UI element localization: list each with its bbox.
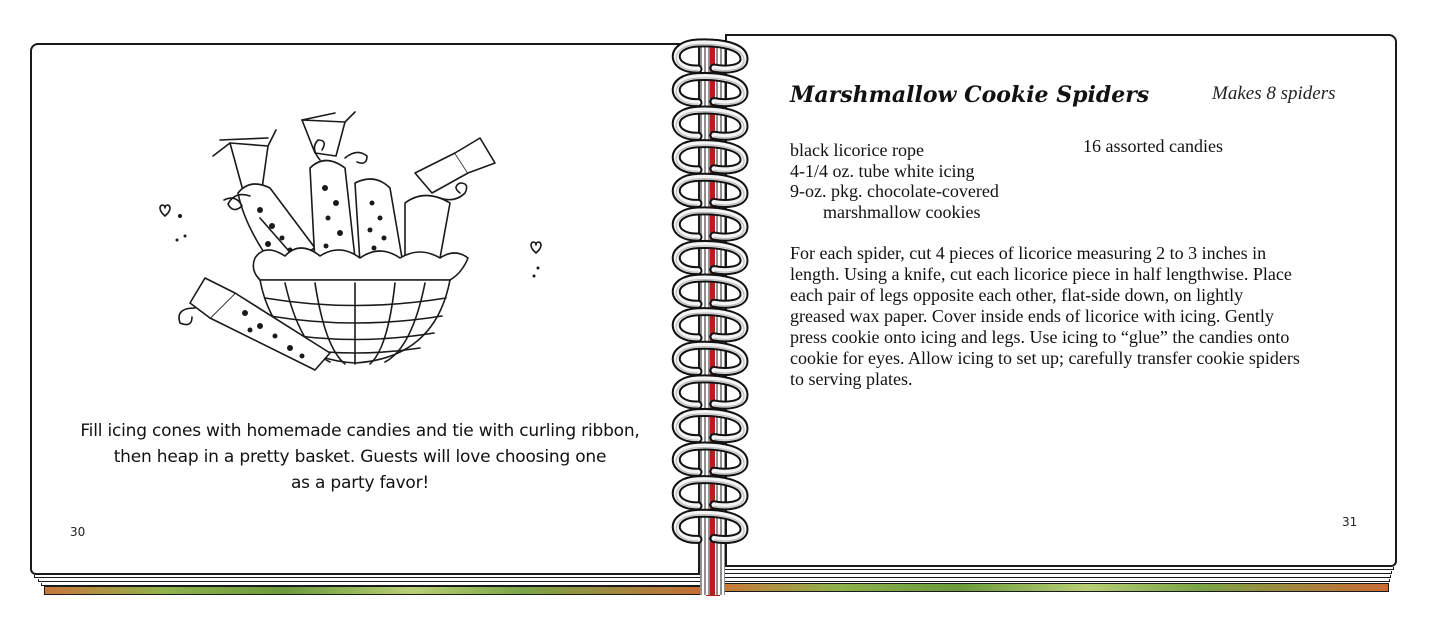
instruction-line: to serving plates. bbox=[790, 369, 913, 389]
book-cover-edge-right bbox=[716, 583, 1389, 592]
spiral-coil bbox=[676, 412, 744, 440]
spiral-coil bbox=[676, 345, 744, 373]
spiral-coil bbox=[676, 446, 744, 474]
page-edge-left-2 bbox=[38, 579, 708, 582]
ingredient-item: 9-oz. pkg. chocolate-covered bbox=[790, 181, 999, 201]
spiral-coil bbox=[676, 244, 744, 272]
spiral-coil bbox=[676, 43, 744, 71]
instruction-line: cookie for eyes. Allow icing to set up; carefully transfer cookie spiders bbox=[790, 348, 1300, 368]
spiral-coil bbox=[676, 76, 744, 104]
instruction-line: length. Using a knife, cut each licorice piece in half lengthwise. Place bbox=[790, 264, 1292, 284]
left-page-caption bbox=[70, 418, 650, 496]
recipe-instructions bbox=[790, 243, 1360, 390]
page-edge-right-1 bbox=[720, 567, 1394, 570]
spiral-coil bbox=[676, 278, 744, 306]
recipe-yield: Makes 8 spiders bbox=[1212, 83, 1336, 104]
page-edge-left-1 bbox=[34, 575, 706, 578]
page-edge-right-4 bbox=[717, 579, 1390, 582]
spiral-coil bbox=[676, 480, 744, 508]
spiral-coil bbox=[676, 312, 744, 340]
book-cover-edge-left bbox=[44, 586, 712, 595]
caption-line: as a party favor! bbox=[290, 473, 430, 493]
spiral-coil bbox=[676, 177, 744, 205]
caption-line: Fill icing cones with homemade candies and tie with curling ribbon, bbox=[80, 421, 640, 441]
caption-line: then heap in a pretty basket. Guests will love choosing one bbox=[113, 447, 607, 467]
instruction-line: press cookie onto icing and legs. Use icing to “glue” the candies onto bbox=[790, 327, 1290, 347]
instruction-line: For each spider, cut 4 pieces of licorice measuring 2 to 3 inches in bbox=[790, 243, 1267, 263]
page-edge-right-3 bbox=[718, 575, 1391, 578]
ingredients-list-left bbox=[790, 140, 999, 222]
ingredient-item: 4-1/4 oz. tube white icing bbox=[790, 160, 975, 181]
ingredients-list-right bbox=[1083, 136, 1223, 157]
ingredient-item: 16 assorted candies bbox=[1083, 136, 1223, 156]
page-number-left: 30 bbox=[70, 525, 86, 539]
page-edge-left-3 bbox=[41, 583, 709, 586]
spiral-coil bbox=[676, 110, 744, 138]
ingredient-item: black licorice rope bbox=[790, 140, 924, 160]
page-number-right: 31 bbox=[1342, 515, 1358, 529]
spiral-coil bbox=[676, 379, 744, 407]
recipe-title: Marshmallow Cookie Spiders bbox=[790, 82, 1150, 108]
spiral-coil bbox=[676, 211, 744, 239]
spiral-binding bbox=[640, 30, 750, 570]
candy-basket-illustration bbox=[150, 108, 550, 378]
ingredient-item: marshmallow cookies bbox=[823, 201, 981, 222]
spiral-coil bbox=[676, 144, 744, 172]
page-edge-right-2 bbox=[719, 571, 1392, 574]
spiral-coil bbox=[676, 513, 744, 541]
instruction-line: greased wax paper. Cover inside ends of licorice with icing. Gently bbox=[790, 306, 1274, 326]
instruction-line: each pair of legs opposite each other, flat-side down, on lightly bbox=[790, 285, 1244, 305]
